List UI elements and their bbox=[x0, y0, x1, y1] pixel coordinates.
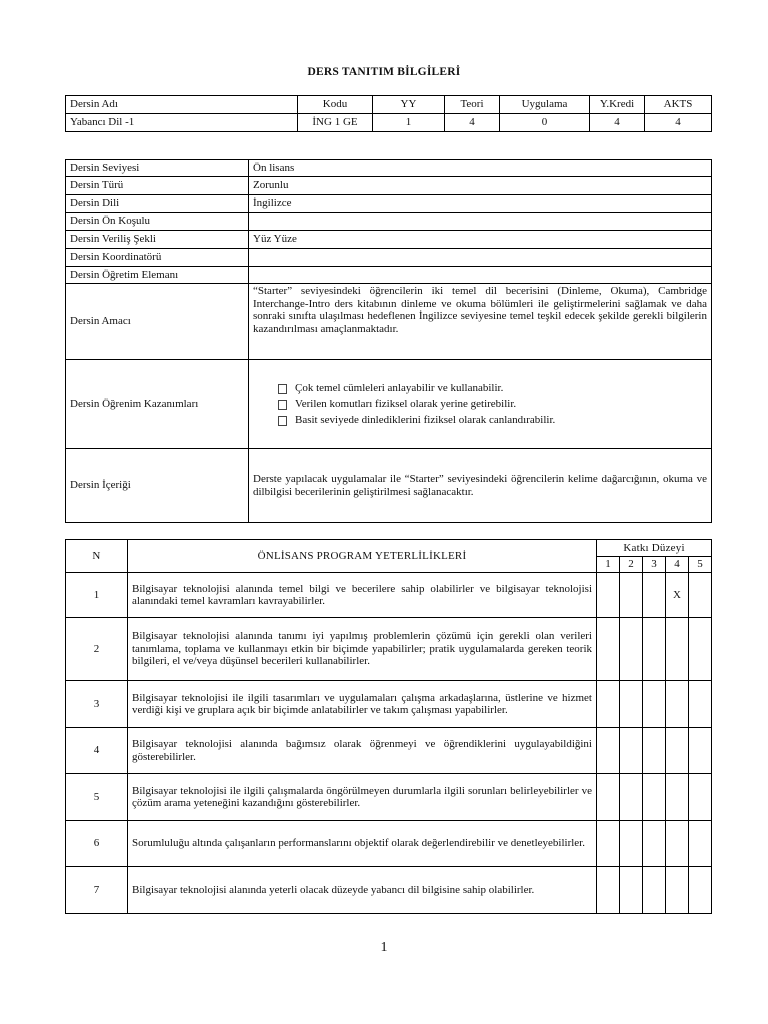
header-credit: Y.Kredi bbox=[590, 96, 645, 114]
value-ects: 4 bbox=[645, 114, 712, 132]
level-3: 3 bbox=[643, 557, 666, 573]
competency-mark bbox=[689, 618, 712, 681]
competency-mark bbox=[689, 821, 712, 867]
course-header-row bbox=[66, 96, 712, 114]
competency-mark bbox=[620, 821, 643, 867]
competency-mark bbox=[666, 821, 689, 867]
competency-mark bbox=[643, 573, 666, 618]
info-label: Dersin Türü bbox=[66, 177, 249, 195]
header-program-competencies: ÖNLİSANS PROGRAM YETERLİLİKLERİ bbox=[128, 540, 597, 573]
info-row-amac bbox=[66, 284, 712, 360]
header-practice: Uygulama bbox=[500, 96, 590, 114]
info-row bbox=[66, 160, 712, 177]
header-code: Kodu bbox=[298, 96, 373, 114]
info-value: Zorunlu bbox=[249, 177, 712, 195]
competency-mark bbox=[689, 728, 712, 774]
page-number: 1 bbox=[380, 940, 388, 955]
competency-mark bbox=[643, 774, 666, 821]
competency-text: Bilgisayar teknolojisi alanında tanımı iyi yapılmış problemlerin çözümü için gerekli olan verileri tanımlama, toplama ve kullanmayı etkin bir biçimde yapabilirler; pratik uygulamalarda gereken teorik bilgileri, el ve/veya düşünsel becerileri kullanabilirler. bbox=[128, 618, 597, 681]
outcome-item bbox=[278, 396, 707, 412]
value-credit: 4 bbox=[590, 114, 645, 132]
info-label: Dersin Koordinatörü bbox=[66, 249, 249, 267]
competency-mark bbox=[666, 867, 689, 914]
header-yy: YY bbox=[373, 96, 445, 114]
info-label: Dersin Ön Koşulu bbox=[66, 213, 249, 231]
competency-mark bbox=[643, 821, 666, 867]
competency-mark bbox=[620, 573, 643, 618]
competency-text: Bilgisayar teknolojisi alanında temel bilgi ve becerilere sahip olabilirler ve bilgisayar teknolojisi alanındaki temel kavramları kavrayabilirler. bbox=[128, 573, 597, 618]
checkbox-icon bbox=[278, 400, 287, 410]
competency-number: 4 bbox=[66, 728, 128, 774]
competency-row bbox=[66, 681, 712, 728]
competency-mark bbox=[666, 774, 689, 821]
header-ects: AKTS bbox=[645, 96, 712, 114]
outcome-text: Basit seviyede dinlediklerini fiziksel olarak canlandırabilir. bbox=[295, 414, 556, 426]
competency-number: 3 bbox=[66, 681, 128, 728]
competency-mark bbox=[620, 867, 643, 914]
value-theory: 4 bbox=[445, 114, 500, 132]
competency-mark bbox=[666, 728, 689, 774]
outcome-text: Verilen komutları fiziksel olarak yerine getirebilir. bbox=[295, 398, 517, 410]
header-course-name: Dersin Adı bbox=[66, 96, 298, 114]
competency-mark bbox=[597, 618, 620, 681]
value-yy: 1 bbox=[373, 114, 445, 132]
competency-mark bbox=[597, 821, 620, 867]
competency-text: Bilgisayar teknolojisi alanında yeterli olacak düzeyde yabancı dil bilgisine sahip olabilirler. bbox=[128, 867, 597, 914]
document-title: DERS TANITIM BİLGİLERİ bbox=[307, 66, 461, 78]
level-4: 4 bbox=[666, 557, 689, 573]
competency-number: 1 bbox=[66, 573, 128, 618]
info-value bbox=[249, 249, 712, 267]
header-n: N bbox=[66, 540, 128, 573]
info-value: Ön lisans bbox=[249, 160, 712, 177]
outcome-item bbox=[278, 412, 707, 428]
header-theory: Teori bbox=[445, 96, 500, 114]
competency-mark bbox=[643, 867, 666, 914]
course-summary-table bbox=[65, 95, 712, 132]
competency-mark bbox=[689, 681, 712, 728]
value-course-name: Yabancı Dil -1 bbox=[66, 114, 298, 132]
info-label: Dersin Veriliş Şekli bbox=[66, 231, 249, 249]
competency-mark bbox=[620, 728, 643, 774]
amac-label: Dersin Amacı bbox=[66, 284, 249, 360]
competency-mark: X bbox=[666, 573, 689, 618]
competency-row bbox=[66, 573, 712, 618]
competency-row bbox=[66, 774, 712, 821]
info-value: Yüz Yüze bbox=[249, 231, 712, 249]
icerik-text: Derste yapılacak uygulamalar ile “Starter” seviyesindeki öğrencilerin kelime dağarcığının, okuma ve dilbilgisi becerilerinin geliştirilmesi sağlanacaktır. bbox=[249, 449, 712, 523]
competency-mark bbox=[620, 618, 643, 681]
competency-mark bbox=[620, 774, 643, 821]
info-label: Dersin Öğretim Elemanı bbox=[66, 267, 249, 284]
competency-number: 5 bbox=[66, 774, 128, 821]
competency-mark bbox=[689, 774, 712, 821]
competency-mark bbox=[666, 681, 689, 728]
amac-text: “Starter” seviyesindeki öğrencilerin iki temel dil becerisini (Dinleme, Okuma), Cambridge Interchange-Intro ders kitabının dinleme ve okuma bölümleri ile geliştirmelerini sağlamak ve daha sonraki sınıfta ulaşılması hedeflenen İngilizce seviyesine temel teşkil edecek şekilde gerekli bilgilerin kazandırılması amaçlanmaktadır. bbox=[249, 284, 712, 360]
competency-mark bbox=[689, 573, 712, 618]
value-practice: 0 bbox=[500, 114, 590, 132]
info-value: İngilizce bbox=[249, 195, 712, 213]
kazanim-cell bbox=[249, 360, 712, 449]
competency-number: 2 bbox=[66, 618, 128, 681]
competency-mark bbox=[597, 774, 620, 821]
competency-row bbox=[66, 867, 712, 914]
info-row bbox=[66, 177, 712, 195]
info-row-icerik bbox=[66, 449, 712, 523]
competency-mark bbox=[597, 867, 620, 914]
level-5: 5 bbox=[689, 557, 712, 573]
info-row-kazanim bbox=[66, 360, 712, 449]
competency-mark bbox=[620, 681, 643, 728]
level-1: 1 bbox=[597, 557, 620, 573]
outcome-list bbox=[253, 380, 707, 428]
icerik-label: Dersin İçeriği bbox=[66, 449, 249, 523]
competency-number: 6 bbox=[66, 821, 128, 867]
course-value-row bbox=[66, 114, 712, 132]
info-row bbox=[66, 231, 712, 249]
competency-row bbox=[66, 618, 712, 681]
outcome-text: Çok temel cümleleri anlayabilir ve kullanabilir. bbox=[295, 382, 504, 394]
competency-text: Bilgisayar teknolojisi ile ilgili çalışmalarda öngörülmeyen durumlarla ilgili sorunları belirleyebilirler ve çözüm arama yeteneğini kazandığını gösterebilirler. bbox=[128, 774, 597, 821]
checkbox-icon bbox=[278, 384, 287, 394]
competency-row bbox=[66, 821, 712, 867]
info-label: Dersin Dili bbox=[66, 195, 249, 213]
competency-mark bbox=[666, 618, 689, 681]
level-2: 2 bbox=[620, 557, 643, 573]
competency-mark bbox=[643, 618, 666, 681]
info-value bbox=[249, 267, 712, 284]
checkbox-icon bbox=[278, 416, 287, 426]
competency-row bbox=[66, 728, 712, 774]
competency-mark bbox=[643, 728, 666, 774]
competencies-header-row bbox=[66, 540, 712, 557]
header-contribution-level: Katkı Düzeyi bbox=[597, 540, 712, 557]
competency-text: Bilgisayar teknolojisi ile ilgili tasarımları ve uygulamaları çalışma arkadaşlarına, üstlerine ve hizmet verdiği kişi ve gruplara açık bir biçimde anlatabilirler ve takım çalışması yapabilirler. bbox=[128, 681, 597, 728]
course-info-table bbox=[65, 159, 712, 523]
kazanim-label: Dersin Öğrenim Kazanımları bbox=[66, 360, 249, 449]
info-row bbox=[66, 195, 712, 213]
competency-mark bbox=[597, 573, 620, 618]
competencies-table bbox=[65, 539, 712, 914]
info-row bbox=[66, 267, 712, 284]
competency-mark bbox=[597, 681, 620, 728]
info-row bbox=[66, 249, 712, 267]
info-value bbox=[249, 213, 712, 231]
value-code: İNG 1 GE bbox=[298, 114, 373, 132]
competency-mark bbox=[597, 728, 620, 774]
info-row bbox=[66, 213, 712, 231]
competency-text: Bilgisayar teknolojisi alanında bağımsız olarak öğrenmeyi ve öğrendiklerini uygulayabildiğini gösterebilirler. bbox=[128, 728, 597, 774]
competency-text: Sorumluluğu altında çalışanların performanslarını objektif olarak değerlendirebilir ve denetleyebilirler. bbox=[128, 821, 597, 867]
competency-mark bbox=[689, 867, 712, 914]
competency-mark bbox=[643, 681, 666, 728]
info-label: Dersin Seviyesi bbox=[66, 160, 249, 177]
competency-number: 7 bbox=[66, 867, 128, 914]
outcome-item bbox=[278, 380, 707, 396]
